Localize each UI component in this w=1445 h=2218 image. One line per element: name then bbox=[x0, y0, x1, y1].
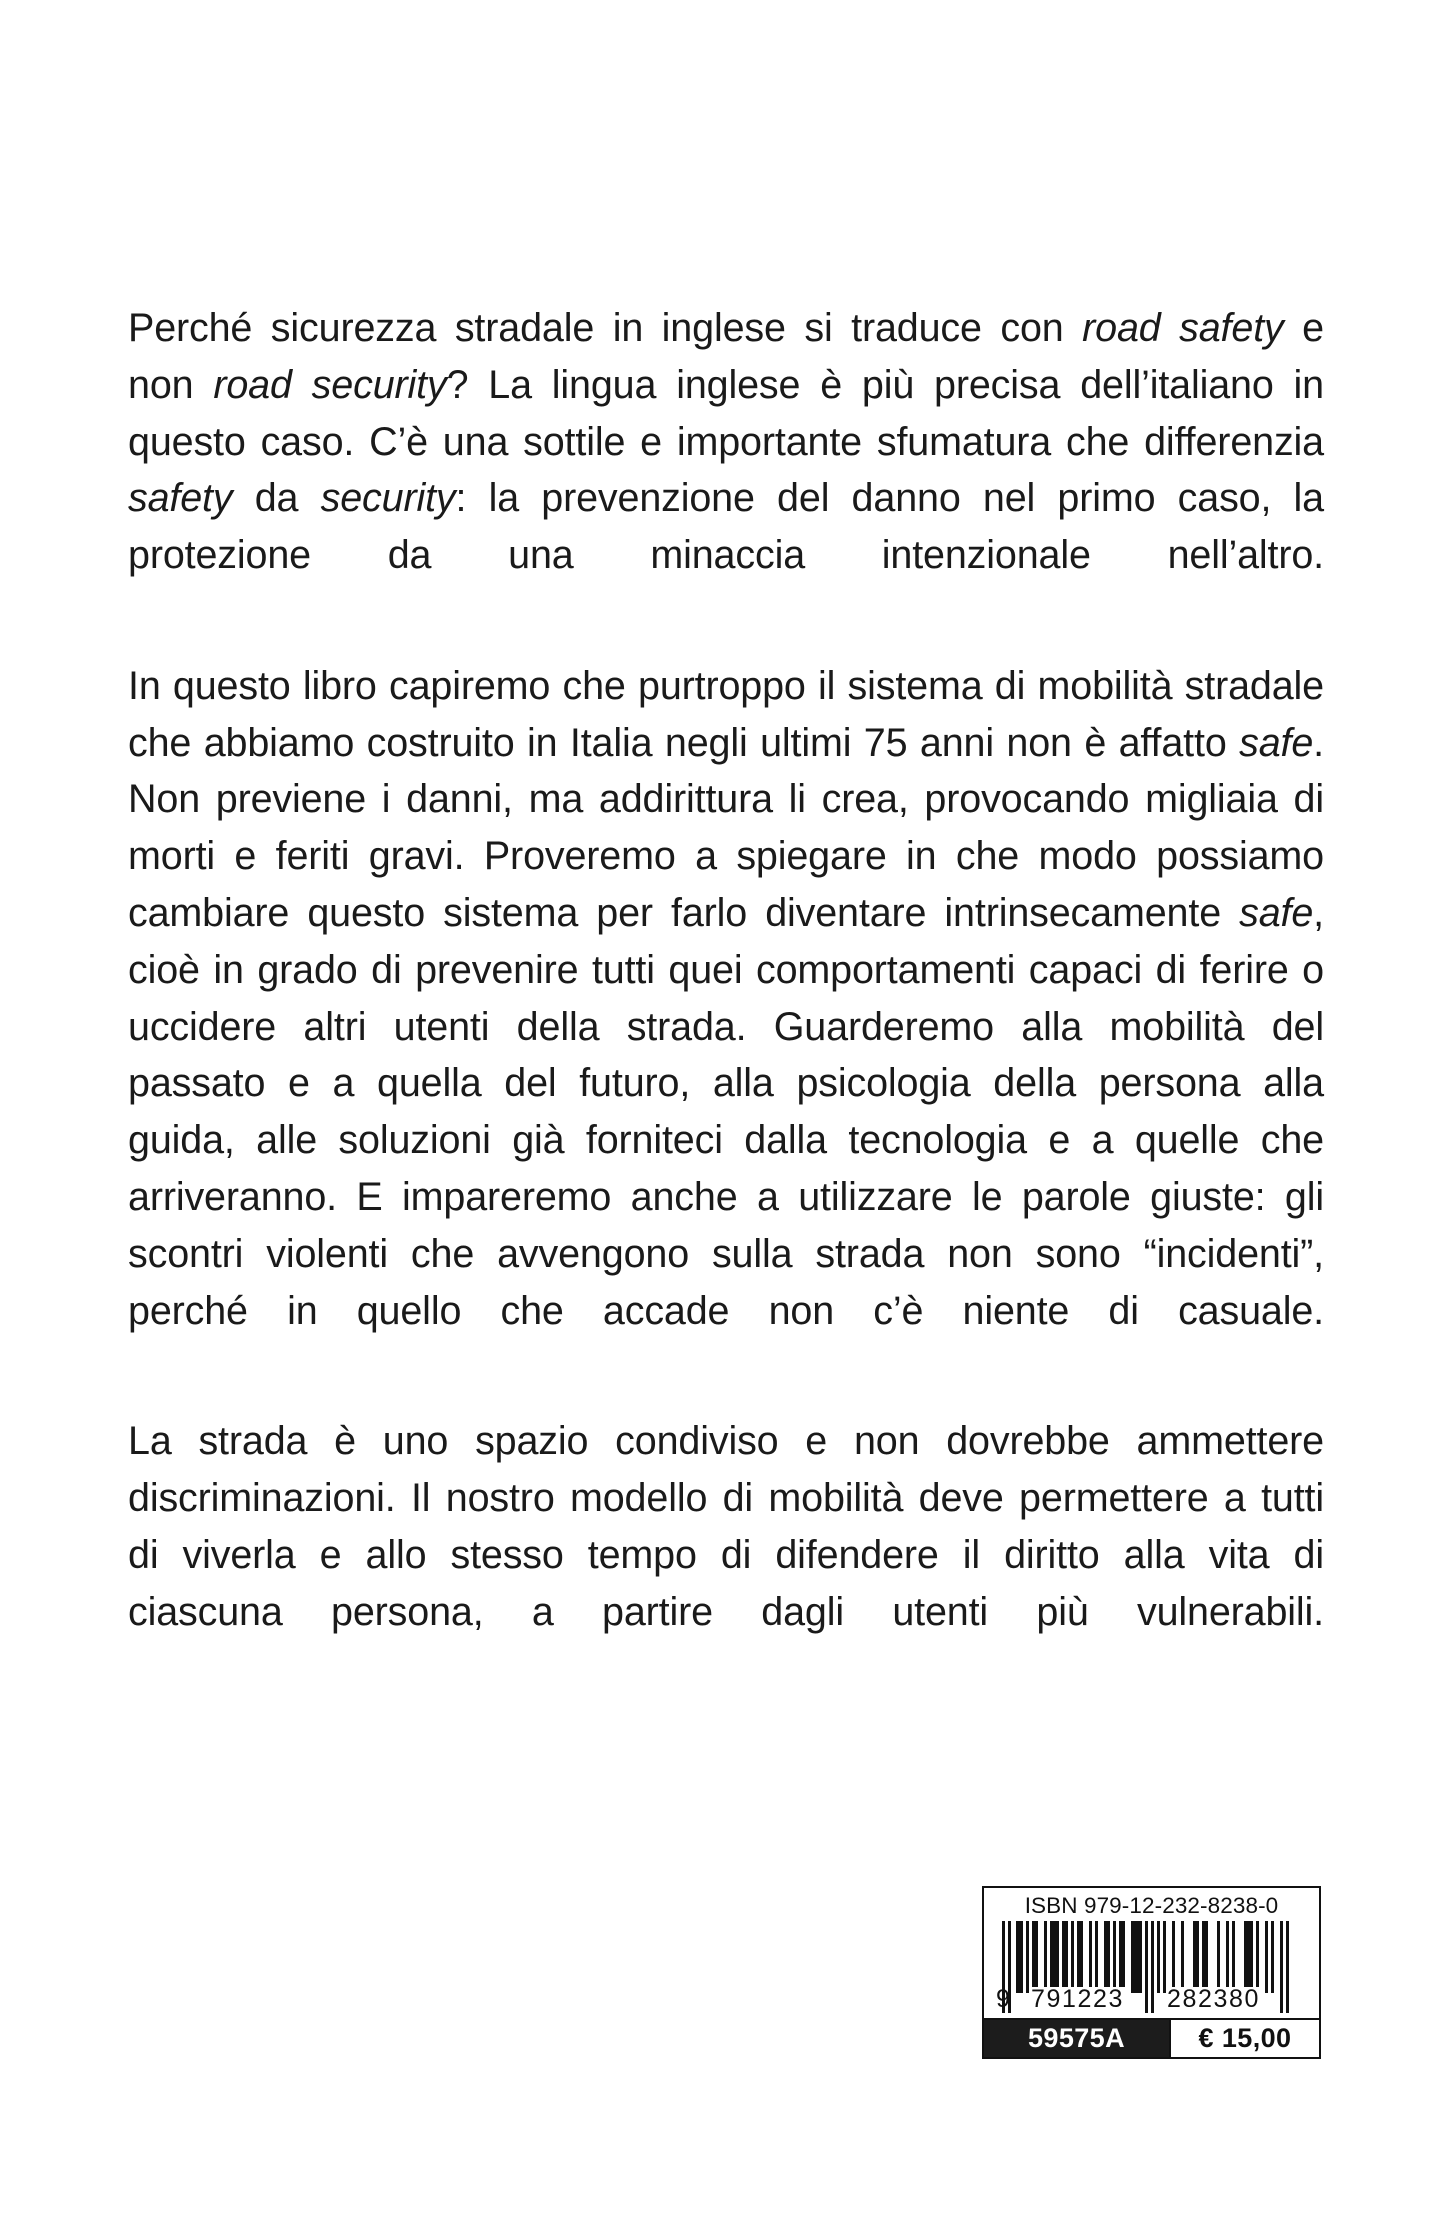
blurb-paragraph-1 bbox=[128, 300, 1324, 641]
text-run-italic: safe bbox=[1239, 890, 1314, 935]
text-run-italic: safety bbox=[128, 476, 233, 521]
barcode-bars-icon bbox=[1002, 1921, 1302, 2013]
blurb-paragraph-2 bbox=[128, 658, 1324, 1396]
text-run: . Non previene i danni, ma addirittura li crea, provocando migliaia di morti e feriti gravi. Proveremo a spiegare in che modo possiamo cambiare questo sistema per farlo diventare intrinsecamente bbox=[128, 720, 1324, 935]
blurb-text-block bbox=[128, 300, 1324, 1697]
isbn-barcode-block bbox=[982, 1886, 1321, 2059]
barcode-digit-group-left: 791223 bbox=[1031, 1985, 1125, 2013]
price-badge: € 15,00 bbox=[1169, 2020, 1319, 2057]
text-run: e non bbox=[128, 306, 1325, 407]
text-run: da bbox=[232, 476, 321, 521]
text-run-italic: road safety bbox=[1082, 306, 1284, 350]
barcode-digit-group-right: 282380 bbox=[1167, 1985, 1261, 2013]
text-run-italic: road security bbox=[213, 362, 447, 407]
barcode-upper-section bbox=[984, 1888, 1319, 2018]
isbn-label: ISBN 979-12-232-8238-0 bbox=[1024, 1893, 1279, 1918]
blurb-paragraph-3 bbox=[128, 1413, 1324, 1697]
barcode-lower-section bbox=[984, 2018, 1319, 2057]
text-run: : la prevenzione del danno nel primo caso, la protezione da una minaccia intenzionale nell’altro. bbox=[128, 476, 1324, 578]
text-run: ? La lingua inglese è più precisa dell’italiano in questo caso. C’è una sottile e importante sfumatura che differenzia bbox=[128, 362, 1325, 464]
text-run: Perché sicurezza stradale in inglese si traduce con bbox=[128, 306, 1083, 350]
barcode-bars-area bbox=[984, 1921, 1319, 2013]
text-run: In questo libro capiremo che purtroppo il sistema di mobilità stradale che abbiamo costruito in Italia negli ultimi 75 anni non è affatto bbox=[128, 663, 1324, 765]
text-run: La strada è uno spazio condiviso e non dovrebbe ammettere discriminazioni. Il nostro modello di mobilità deve permettere a tutti di viverla e allo stesso tempo di difendere il diritto alla vita di ciascuna persona, a partire dagli utenti più vulnerabili. bbox=[128, 1419, 1324, 1634]
text-run: , cioè in grado di prevenire tutti quei comportamenti capaci di ferire o uccidere altri utenti della strada. Guarderemo alla mobilità del passato e a quella del futuro, alla psicologia della persona alla guida, alle soluzioni già forniteci dalla tecnologia e a quelle che arriveranno. E impareremo anche a utilizzare le parole giuste: gli scontri violenti che avvengono sulla strada non sono “incidenti”, perché in quello che accade non c’è niente di casuale. bbox=[128, 890, 1324, 1333]
product-code-badge: 59575A bbox=[984, 2020, 1169, 2057]
text-run-italic: safe bbox=[1239, 720, 1314, 765]
barcode-digit-lead: 9 bbox=[996, 1985, 1010, 2013]
text-run-italic: security bbox=[320, 476, 456, 521]
